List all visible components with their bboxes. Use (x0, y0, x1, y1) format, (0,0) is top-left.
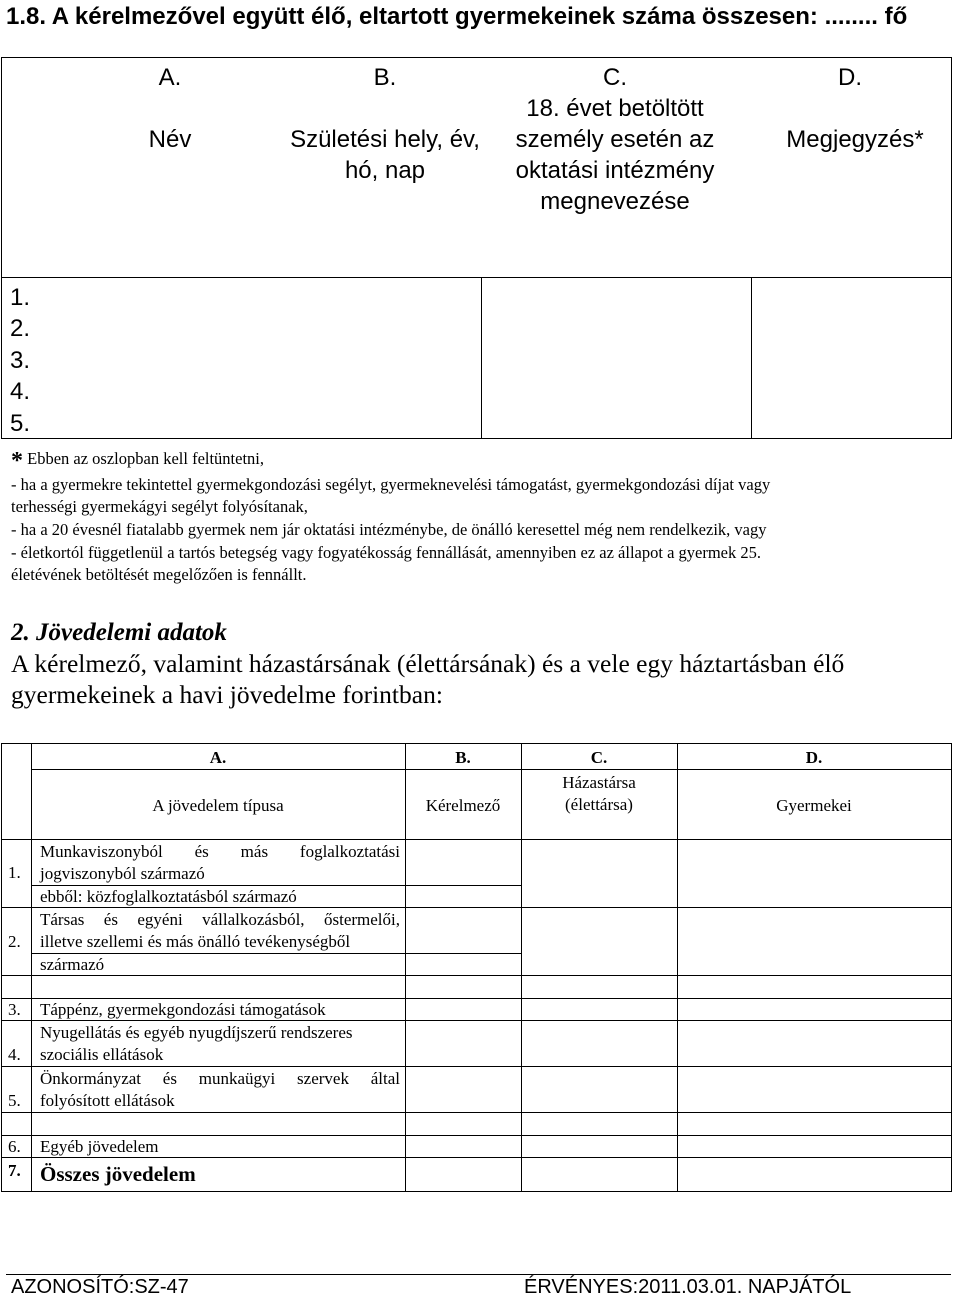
footnote-line (11, 448, 264, 473)
row-label: jogviszonyból származó (40, 864, 205, 883)
row-number: 7. (8, 1161, 21, 1180)
row-number: 4. (8, 1045, 21, 1064)
table-border-bottom (1, 1191, 951, 1192)
footer-validity: ÉRVÉNYES:2011.03.01. NAPJÁTÓL (524, 1276, 852, 1298)
col-c-letter: C. (603, 64, 627, 91)
col-d-letter: D. (838, 64, 862, 91)
table-header-separator (1, 277, 952, 278)
row-number: 3. (8, 1000, 21, 1019)
row-number: 3. (10, 347, 31, 374)
footnote-line: - ha a 20 évesnél fiatalabb gyermek nem jár oktatási intézménybe, de önálló keresettel még nem rendelkezik, vagy (11, 520, 767, 539)
col-c-label: 18. évet betöltött személy esetén az oktatási intézmény megnevezése (515, 95, 715, 215)
table-line (1, 1066, 951, 1067)
row-number: 4. (10, 378, 31, 405)
row-number: 1. (8, 863, 21, 882)
row-label: Önkormányzat és munkaügyi szervek által (40, 1069, 400, 1088)
total-income-label: Összes jövedelem (40, 1162, 196, 1186)
col-d-letter: D. (805, 748, 823, 767)
row-number: 5. (10, 410, 31, 437)
table-line (31, 769, 951, 770)
col-b-letter: B. (455, 748, 471, 767)
table-border-left (1, 57, 2, 439)
row-label: Nyugellátás és egyéb nyugdíjszerű rendszeres (40, 1023, 353, 1042)
col-b-label: Születési hely, év, hó, nap (290, 126, 480, 184)
row-label: származó (40, 955, 105, 974)
footnote-line: - életkortól függetlenül a tartós betegség vagy fogyatékosság fennállását, amennyiben ez az állapot a gyermek 25. (11, 543, 762, 562)
footnote-line: - ha a gyermekre tekintettel gyermekgondozási segélyt, gyermeknevelési támogatást, gyermekgondozási díjat vagy (11, 475, 771, 494)
row-label: szociális ellátások (40, 1045, 164, 1064)
table-border-bottom (1, 438, 952, 439)
section-2-title: 2. Jövedelemi adatok (11, 619, 227, 646)
table-border-top (1, 57, 952, 58)
table-border-top (1, 743, 951, 744)
row-sublabel: ebből: közfoglalkoztatásból származó (40, 887, 297, 906)
col-a-label: Név (148, 126, 192, 153)
row-label: Egyéb jövedelem (40, 1137, 159, 1156)
table-col-divider (751, 277, 752, 439)
row-label: Munkaviszonyból és más foglalkoztatási (40, 842, 400, 861)
col-a-label: A jövedelem típusa (152, 796, 284, 815)
table-col-divider (481, 277, 482, 439)
col-c-letter: C. (590, 748, 608, 767)
row-label: Táppénz, gyermekgondozási támogatások (40, 1000, 326, 1019)
row-label: Társas és egyéni vállalkozásból, őstermelői, (40, 910, 400, 929)
col-c-label: Házastársa (élettársa) (562, 773, 636, 814)
table-line (1, 839, 951, 840)
footer-id: AZONOSÍTÓ:SZ-47 (11, 1276, 189, 1298)
table-border-right (951, 57, 952, 439)
row-label: illetve szellemi és más önálló tevékenységből (40, 932, 351, 951)
footnote-star: * (11, 448, 23, 474)
table-border-right (951, 743, 952, 1192)
footnote-text: Ebben az oszlopban kell feltüntetni, (27, 449, 265, 468)
table-col-divider (521, 743, 522, 1192)
section-2-intro: A kérelmező, valamint házastársának (élettársának) és a vele egy háztartásban élő gyermekeinek a havi jövedelme forintban: (11, 649, 845, 709)
table-line (1, 1112, 951, 1113)
col-d-label: Megjegyzés* (786, 126, 924, 153)
row-number: 2. (8, 932, 21, 951)
row-number: 6. (8, 1137, 21, 1156)
row-number: 2. (10, 315, 31, 342)
table-border-left (1, 743, 2, 1192)
row-label: folyósított ellátások (40, 1091, 175, 1110)
section-1-8-title: 1.8. A kérelmezővel együtt élő, eltartott gyermekeinek száma összesen: ........ fő (6, 3, 908, 30)
footnote-line: életévének betöltését megelőzően is fennállt. (11, 565, 307, 584)
row-number: 1. (10, 284, 31, 311)
col-b-label: Kérelmező (425, 796, 501, 815)
footnote-line: terhességi gyermekágyi segélyt folyósítanak, (11, 497, 308, 516)
row-number: 5. (8, 1091, 21, 1110)
col-a-letter: A. (158, 64, 182, 91)
col-b-letter: B. (373, 64, 397, 91)
col-a-letter: A. (209, 748, 227, 767)
col-d-label: Gyermekei (776, 796, 852, 815)
